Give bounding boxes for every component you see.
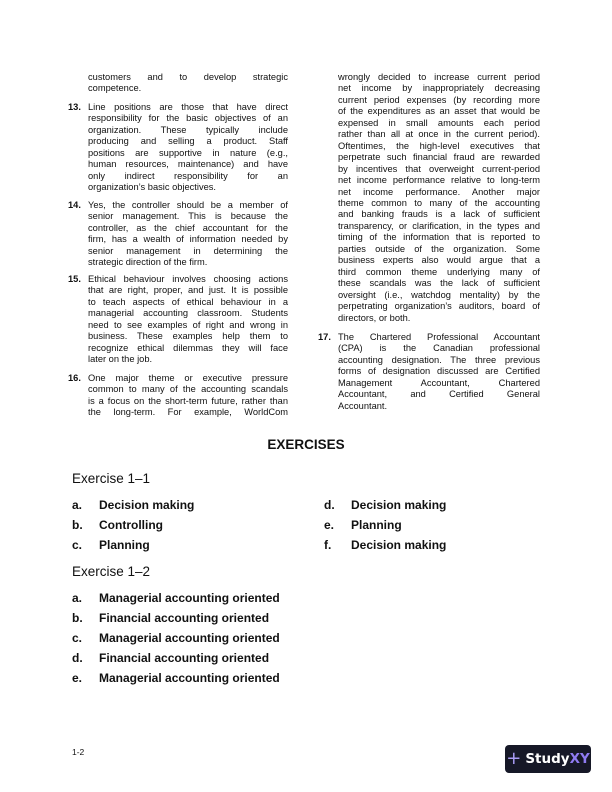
exercise-answer (324, 518, 402, 532)
text-line: these scandals was the lack of sufficient (338, 278, 540, 289)
exercise-1-2-title: Exercise 1–2 (72, 564, 151, 579)
section-heading: EXERCISES (267, 437, 345, 452)
exercise-answer (72, 591, 280, 605)
text-line: oversight (i.e., watchdog mentality) by the (338, 289, 540, 300)
text-line: business. These examples help them to (88, 331, 288, 342)
answer-item (68, 373, 288, 419)
text-line: Oftentimes, the high-level executives that (338, 140, 540, 151)
text-line: Accountant, and Certified General (338, 389, 540, 400)
left-column (68, 72, 288, 422)
exercise-answer (72, 538, 150, 552)
text-line: Accountant. (338, 400, 388, 411)
text-line: rather than all at once in the current period). (338, 129, 540, 140)
text-line: positions are supportive in nature (e.g., (88, 147, 288, 158)
text-line: forms of designation discussed are Certified (338, 366, 540, 377)
text-line: wrongly decided to increase current period (338, 72, 540, 82)
exercise-answer (324, 538, 446, 552)
answer-letter: b. (72, 518, 83, 532)
answer-letter: b. (72, 611, 83, 625)
text-line: organization’s basic objectives. (88, 182, 216, 193)
answer-text: Managerial accounting oriented (99, 631, 280, 645)
answer-item (318, 332, 540, 412)
text-line: Line positions are those that have direct (88, 102, 288, 112)
text-line: senior management in determining the (88, 245, 288, 256)
answer-text: Managerial accounting oriented (99, 591, 280, 605)
answer-number: 13. (68, 102, 81, 112)
text-line: firm, has a wealth of information needed by (88, 234, 288, 245)
answer-letter: e. (72, 671, 83, 685)
exercise-answer (72, 631, 280, 645)
answer-letter: d. (72, 651, 83, 665)
answer-text: Managerial accounting oriented (99, 671, 280, 685)
exercise-answer (72, 611, 269, 625)
exercise-answer (324, 498, 446, 512)
text-line: Ethical behaviour involves choosing actions (88, 274, 288, 284)
text-line: recognize ethical dilemmas they will face (88, 342, 288, 353)
text-line: customers and to develop strategic (88, 72, 288, 82)
text-line: (CPA) is the Canadian professional (338, 343, 540, 354)
text-line: business experts also would argue that a (338, 255, 540, 266)
answer-text: Planning (99, 538, 150, 552)
answer-letter: c. (72, 538, 83, 552)
text-line: strategic direction of the firm. (88, 257, 208, 268)
exercise-answer (72, 651, 269, 665)
text-line: transparency, or clarification, in the types and (338, 220, 540, 231)
answer-number: 15. (68, 274, 81, 284)
text-line: common to many of the accounting scandals (88, 384, 288, 395)
text-line: parties outside of the organization. Some (338, 243, 540, 254)
text-line: controller, as the chief accountant for the (88, 222, 288, 233)
exercise-answer (72, 671, 280, 685)
right-column (318, 72, 540, 422)
text-line: current period expenses (by recording more (338, 94, 540, 105)
text-line: organization. These typically include (88, 124, 288, 135)
text-line: One major theme or executive pressure (88, 373, 288, 383)
text-line: net income by inappropriately decreasing (338, 83, 540, 94)
answer-letter: a. (72, 498, 83, 512)
answer-item (318, 72, 540, 324)
text-line: theme common to many of the accounting (338, 197, 540, 208)
text-line: Management Accountant, Chartered (338, 377, 540, 388)
exercise-answer (72, 518, 163, 532)
text-line: responsibility for the basic objectives of an (88, 113, 288, 124)
exercise-1-1-title: Exercise 1–1 (72, 471, 151, 486)
text-line: senior management. This is because the (88, 211, 288, 222)
answer-item (68, 72, 288, 95)
text-line: competence. (88, 83, 142, 94)
answer-item (68, 200, 288, 269)
logo-text-accent: XY (569, 751, 590, 767)
answer-number: 14. (68, 200, 81, 210)
text-line: third common theme underlying many of (338, 266, 540, 277)
text-line: only indirect responsibility for an (88, 170, 288, 181)
answer-number: 16. (68, 373, 81, 383)
answer-text: Controlling (99, 518, 163, 532)
page-number: 1-2 (72, 747, 85, 757)
answer-item (68, 274, 288, 366)
studyxy-logo (505, 745, 591, 773)
answer-text: Financial accounting oriented (99, 651, 270, 665)
text-line: producing and selling a product. Staff (88, 136, 288, 147)
exercise-answer (72, 498, 194, 512)
answer-number: 17. (318, 332, 331, 342)
plus-icon: + (506, 748, 522, 769)
text-line: that are right, proper, and just. It is possible (88, 285, 288, 296)
answer-text: Decision making (351, 498, 447, 512)
text-line: The Chartered Professional Accountant (338, 332, 540, 342)
text-line: directors, or both. (338, 312, 411, 323)
text-line: net income performance relative to long-term (338, 175, 540, 186)
text-line: of the expenditures as an asset that would be (338, 106, 540, 117)
answer-letter: f. (324, 538, 332, 552)
answer-letter: a. (72, 591, 83, 605)
logo-text-main: Study (525, 751, 570, 767)
text-line: perpetrate such financial fraud are rewarded (338, 152, 540, 163)
text-line: perpetrating organization’s auditors, board of (338, 301, 540, 312)
text-line: accounting designation. The three previous (338, 354, 540, 365)
text-line: human resources, maintenance) and have (88, 159, 288, 170)
answer-letter: d. (324, 498, 335, 512)
text-line: by incentives that overweight current-period (338, 163, 540, 174)
text-line: the long-term. For example, WorldCom (88, 407, 288, 418)
text-line: need to see examples of right and wrong in (88, 319, 288, 330)
answer-text: Decision making (351, 538, 447, 552)
text-line: is a focus on the short-term future, rather than (88, 395, 288, 406)
text-line: expensed in small amounts each period (338, 117, 540, 128)
answer-text: Financial accounting oriented (99, 611, 270, 625)
answer-letter: c. (72, 631, 83, 645)
text-line: later on the job. (88, 354, 153, 365)
answer-text: Decision making (99, 498, 195, 512)
answer-item (68, 102, 288, 194)
text-line: and banking frauds is a lack of sufficient (338, 209, 540, 220)
answer-letter: e. (324, 518, 335, 532)
text-line: timing of the information that is reported to (338, 232, 540, 243)
answer-text: Planning (351, 518, 402, 532)
text-line: Yes, the controller should be a member of (88, 200, 288, 210)
text-line: net income performance. Another major (338, 186, 540, 197)
text-line: to teach aspects of ethical behaviour in a (88, 296, 288, 307)
text-line: managerial accounting classroom. Students (88, 308, 288, 319)
